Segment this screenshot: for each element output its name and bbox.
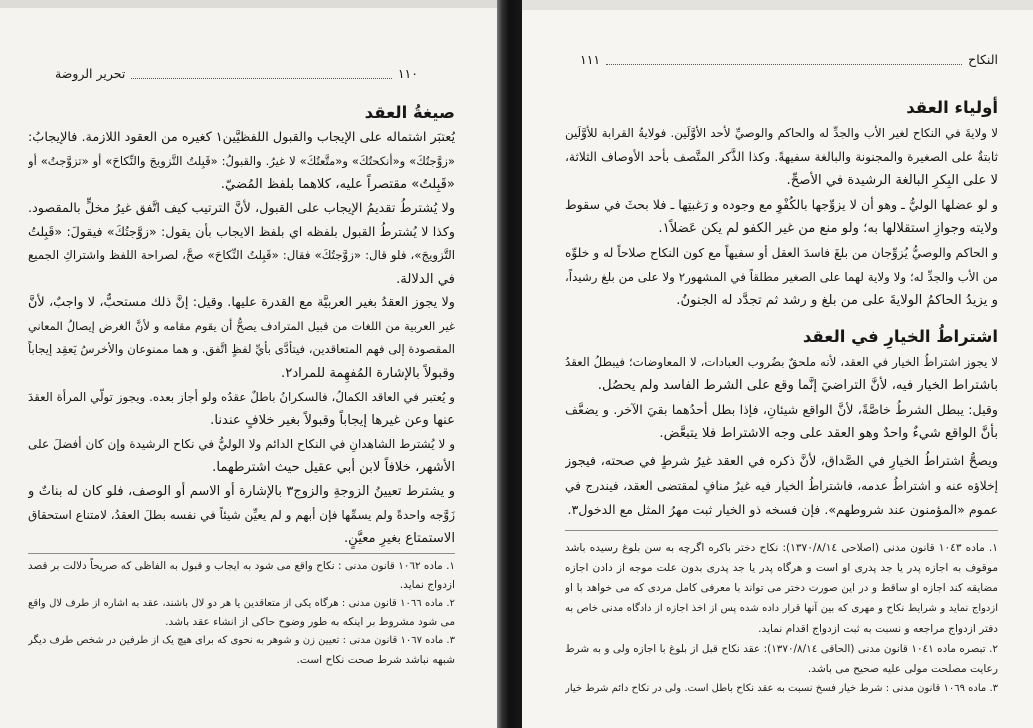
footnote-line: ٢. ماده ١٠٦٦ قانون مدنی : هرگاه یکی از متعاقدین یا هر دو لال باشند، عقد به اشاره از طرف لال واقع: [28, 597, 455, 609]
text-line: وكذا لا يُشترطُ القبول بلفظه اي بلفظ الايجاب بأن يقول: «زوَّجتُكَ» فيقولَ: «قَبِلتُ: [28, 224, 455, 240]
text-line: و لا يُشترط الشاهدانِ في النكاح الدائم ولا الوليُّ في نكاح الرشيدة وإن كان أفضلَ على: [28, 436, 455, 451]
text-line: ويصحُّ اشتراطُ الخيارِ في الصَّداق، لأنَّ ذكره في العقد غيرُ شرطٍ في صحته، فيجوز: [565, 454, 998, 469]
footnotes: [565, 538, 998, 700]
footnote: [565, 679, 998, 699]
text-line: ولايته وجوازِ استقلالها به؛ ولو منع من غير الكفو لم يكن عَضلاً١.: [658, 221, 998, 236]
footnote: [28, 557, 455, 595]
text-line: ثابتةٌ على الصغيرة والمجنونة والبالغة سفيهةً. وكذا الذَّكر المتَّصف بأحد الأوصاف الثلاثة،: [565, 150, 998, 164]
page-number: ١١١: [580, 52, 601, 67]
footnote-line: دفتر ازدواج مراجعه و نسبت به ثبت ازدواج اقدام نماید.: [758, 622, 998, 635]
running-title: النكاح: [968, 52, 998, 67]
left-page: [0, 0, 497, 728]
footnotes: [28, 557, 455, 670]
text-line: المقصودة إلى فهم المتعاقدين، فيتأدَّى بأيِّ لفظٍ اتَّفق. و هما ممنوعان والأخرسُ يَعقِد إيجاباً: [28, 342, 455, 357]
text-line: ولا يُشترطُ تقديمُ الإيجاب على القبول، لأنَّ الترتيب كيف اتَّفق غيرُ مخلٍّ بالمقصود.: [28, 200, 455, 216]
footnote-line: ٢. تبصره ماده ١٠٤١ قانون مدنی (الحاقی ١٣٧٠/٨/١٤): عقد نکاح قبل از بلوغ با اجازه ولی و به شرط: [565, 642, 998, 655]
book-gutter: [497, 0, 522, 728]
body-text: [565, 121, 998, 313]
header-dotted-rule: [606, 64, 962, 65]
text-line: يُعتبَر اشتماله على الإيجاب والقبول اللفظيَّين١ كغيره من العقود اللازمة. فالإيجابُ:: [28, 130, 455, 145]
paragraph: [565, 450, 998, 522]
footnote-separator: [565, 530, 998, 531]
body-text: [28, 126, 455, 551]
paragraph: [565, 241, 998, 313]
footnote-line: می شود مشروط بر اینکه به طور وضوح حاکی از انشاء عقد باشد.: [165, 616, 455, 629]
text-line: في الدلالة.: [396, 271, 455, 287]
paragraph: [565, 398, 998, 446]
footnote-line: ازدواج نماید.: [399, 578, 455, 591]
paragraph: [565, 121, 998, 193]
text-line: و يُعتبر في العاقد الكمالُ، فالسكرانُ باطلٌ عقدُه ولو أجاز بعده. ويجوز تولّي المرأة العقدَ: [28, 389, 455, 404]
text-line: عموم «المؤمنون عند شروطهم». فإن فسخه ذو الخيار ثبت مهرُ المثل مع الدخول٣.: [567, 502, 998, 517]
text-line: عنها وعن غيرها إيجاباً وقبولاً بغير خلافٍ عندنا.: [210, 413, 455, 429]
footnote-line: ٣. ماده ١٠٦٧ قانون مدنی : تعیین زن و شوهر به نحوی که برای هیچ یک از طرفین در شخص طرف دیگر: [28, 635, 455, 647]
page-top-edge: [522, 0, 1033, 10]
page-top-edge: [0, 0, 497, 8]
footnote-line: ١. ماده ١٠٤٣ قانون مدنی (اصلاحی ١٣٧٠/٨/١٤): نکاح دختر باکره اگرچه به سن بلوغ رسیده باشد: [565, 542, 998, 554]
section-heading: اشتراطُ الخيارِ في العقد: [802, 327, 998, 346]
footnote-line: شبهه نباشد شرط صحت نکاح است.: [296, 653, 455, 666]
text-line: ولا يجوز العقدُ بغير العربيَّة مع القدرة عليها. وقيل: إنَّ ذلك مستحبٌّ، لا واجبٌ، لأنَّ: [28, 295, 455, 311]
text-line: الأشهر، خلافاً لابن أبي عقيل حيث اشترطهما.: [212, 460, 455, 476]
page-header: [580, 49, 998, 69]
page-number: ١١٠: [397, 66, 418, 81]
text-line: غير العربية من اللغات من قبيل المترادف يصحُّ أن يقوم مقامه و لأنَّ الغرض إيصالُ المعاني: [28, 318, 455, 333]
footnote-line: ١. ماده ١٠٦٢ قانون مدنی : نکاح واقع می شود به ایجاب و قبول به الفاظی که صریحاً دلالت بر قصد: [28, 560, 455, 572]
footnote-line: رعایت مصلحت مولی علیه صحیح می باشد.: [807, 663, 998, 676]
footnote-separator: [28, 553, 455, 554]
text-line: باشتراط الخيار فيه، لأنَّ التراضيَ إنَّما وقع على الشرط الفاسد ولم يحصُل.: [597, 378, 998, 393]
section-heading: أولياء العقد: [906, 98, 998, 117]
text-line: وقيل: يبطل الشرطُ خاصَّةً، لأنَّ الواقع شيئانِ، فإذا بطل أحدُهما بقيَ الآخر. و يضعَّف: [565, 402, 998, 417]
text-line: التَّزويجَ»، فلو قال: «زوَّجتُكَ» فقال: «قَبِلتُ النِّكاحَ» صحَّ، لصراحة اللفظ واشتراكِ الجميع: [28, 247, 455, 262]
footnote-line: ازدواج نماید و شرایط نکاح و مهری که بین آنها قرار داده شده پس از اخذ اجازه از دادگاه مدنی خاص به: [565, 602, 998, 614]
text-line: و يزيدُ الحاكمُ الولايةَ على من بلغ و رشد ثم تجدَّد له الجنونُ.: [676, 293, 998, 308]
paragraph: [28, 386, 455, 433]
text-line: و يشترط تعيينُ الزوجةِ والزوج٣ بالإشارة أو الاسم أو الوصف، فلو كان له بناتٌ و: [28, 483, 455, 499]
paragraph: [565, 350, 998, 398]
footnote-line: موقوف به اجازه پدر یا جد پدری او است و هرگاه پدر یا جد پدری بدون علت موجه از دادن اجازه: [565, 562, 998, 575]
paragraph: [28, 291, 455, 385]
text-line: لا على البِكرِ البالغة الرشيدة في الأصحِّ.: [786, 173, 998, 188]
text-line: إخلاؤه عنه و اشتراطُ عدمه، فاشتراطُ الخيار فيه غيرُ منافٍ لمقتضى العقد، فيندرج في: [565, 479, 998, 493]
footnote: [28, 595, 455, 633]
section-heading: صيغةُ العقد: [364, 103, 455, 122]
text-line: و الحاكم والوصيُّ يُزوِّجان من بلغَ فاسدَ العقل أو سفيهاً مع كون النكاح صلاحاً له و خلوِّه: [565, 246, 998, 260]
text-line: الاستمتاع بغيرِ معيَّنٍ.: [343, 531, 455, 547]
right-page: [522, 0, 1033, 728]
footnote: [565, 639, 998, 679]
header-dotted-rule: [131, 78, 392, 79]
text-line: بأنَّ الواقع شيءٌ واحدٌ وهو العقد على وجه الاشتراط فلا يتبعَّض.: [659, 426, 998, 441]
text-line: «قَبِلتُ» مقتصراً عليه، كلاهما بلفظ المُضيّ.: [220, 177, 455, 193]
text-line: من الأب والجدِّ له؛ ولا ولاية لهما على الصغير مطلقاً في المشهور٢ ولا على من بلغ رشيداً،: [565, 270, 998, 284]
text-line: لا ولايةَ في النكاح لغير الأب والجدِّ له والحاكم والوصيِّ لأحد الأوَّلَين. فولايةُ القرابة للأوَّلَين: [565, 126, 998, 140]
page-header: [55, 63, 418, 83]
footnote-line: مضایقه کند اجازه او ساقط و در این صورت دختر می تواند با معرفی کامل مردی که می خواهد با او: [565, 582, 998, 595]
footnote-line: ٣. ماده ١٠٦٩ قانون مدنی : شرط خیار فسخ نسبت به عقد نکاح باطل است. ولی در نکاح دائم شرط خیار: [565, 683, 998, 695]
paragraph: [28, 433, 455, 480]
text-line: «زوَّجتُكَ» و«أنكحتُكَ» و«متَّعتُكَ» لا غيرُ. والقبولُ: «قَبِلتُ التَّزويجَ والنِّكاحَ» أو «تزوَّجتُ» أو: [28, 153, 455, 168]
paragraph: [28, 480, 455, 551]
footnote: [565, 538, 998, 639]
footnote: [28, 632, 455, 670]
paragraph: [28, 197, 455, 291]
text-line: و لو عضلها الوليُّ ـ وهو أن لا يزوِّجها بالكُفْوِ مع وجوده و رَغبتِها ـ فلا بحثَ في سقوط: [565, 197, 998, 212]
running-title: تحرير الروضة: [55, 66, 126, 81]
text-line: لا يجوز اشتراطُ الخيار في العقد، لأنه ملحقٌ بضُروب العبادات، لا المعاوضات؛ فيبطلُ العقدُ: [565, 355, 998, 369]
text-line: زَوَّجه واحدةً ولم يسمِّها فإن أبهم و لم يعيِّن شيئاً في نفسه بطلَ العقدُ، لامتناع استحقاق: [28, 507, 455, 522]
body-text: [565, 350, 998, 522]
text-line: وقبولاً بالإشارة المُفهِمة للمراد٢.: [281, 365, 455, 381]
paragraph: [28, 126, 455, 197]
paragraph: [565, 193, 998, 241]
